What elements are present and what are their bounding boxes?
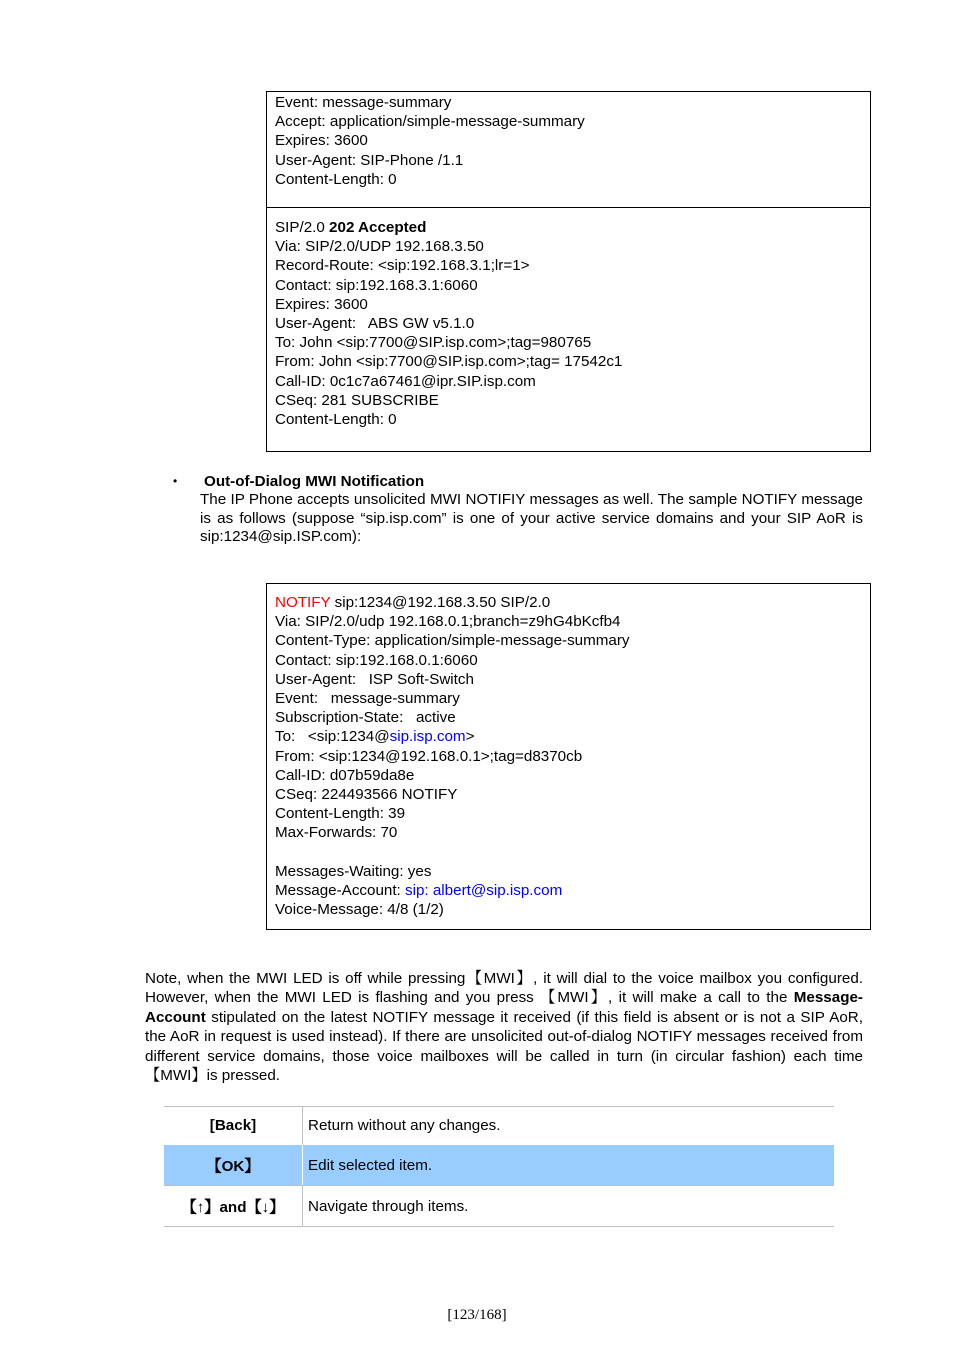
code-line: Content-Length: 39 <box>275 805 406 823</box>
code-line: CSeq: 224493566 NOTIFY <box>275 785 458 803</box>
description-cell: Navigate through items. <box>302 1186 834 1226</box>
note-bold-term: Message-Account <box>145 989 863 1026</box>
subscribe-request-tail-box <box>266 91 871 208</box>
table-row <box>164 1106 834 1144</box>
code-line: From: <sip:1234@192.168.0.1>;tag=d8370cb <box>275 747 583 765</box>
to-suffix: > <box>465 728 475 746</box>
code-line: To: John <sip:7700@SIP.isp.com>;tag=980765 <box>275 334 592 352</box>
section-paragraph: The IP Phone accepts unsolicited MWI NOTIFIY messages as well. The sample NOTIFY message is as follows (suppose “sip.isp.com” is one of your active service domains and your SIP AoR is sip:1234@sip.ISP.com): <box>200 491 863 545</box>
code-line: Call-ID: d07b59da8e <box>275 766 415 784</box>
code-line: Messages-Waiting: yes <box>275 862 432 880</box>
key-cell: 【OK】 <box>206 1157 260 1175</box>
request-line <box>275 593 870 612</box>
accepted-response-box <box>266 207 871 452</box>
note-text-1: Note, when the MWI LED is off while pressing【MWI】, it will dial to the voice mailbox you configured. However, when the MWI LED is flashing and you press 【MWI】, it will make a call to the <box>145 970 863 1007</box>
account-prefix: Message-Account: <box>275 881 405 899</box>
section-heading: Out-of-Dialog MWI Notification <box>204 473 425 490</box>
code-line: Accept: application/simple-message-summary <box>275 113 585 131</box>
code-line: Event: message-summary <box>275 94 452 111</box>
status-prefix: SIP/2.0 <box>275 219 330 236</box>
code-line: Subscription-State: active <box>275 709 456 727</box>
code-line: Call-ID: 0c1c7a67461@ipr.SIP.isp.com <box>275 372 536 390</box>
key-cell: [Back] <box>209 1117 257 1134</box>
description-cell: Edit selected item. <box>302 1145 834 1185</box>
account-line <box>275 881 870 900</box>
request-uri: sip:1234@192.168.3.50 SIP/2.0 <box>330 594 551 611</box>
key-cell: 【↑】and【↓】 <box>181 1198 285 1216</box>
code-line: Record-Route: <sip:192.168.3.1;lr=1> <box>275 257 530 275</box>
code-line: User-Agent: SIP-Phone /1.1 <box>275 151 464 169</box>
code-line: Content-Type: application/simple-message-summary <box>275 632 630 650</box>
note-paragraph <box>145 969 863 1085</box>
note-text-2: stipulated on the latest NOTIFY message it received (if this field is absent or is not a SIP AoR, the AoR in request is used instead). If there are unsolicited out-of-dialog NOTIFY messages received from different service domains, those voice mailboxes will be called in turn (in circular fashion) each time 【MWI】is pressed. <box>145 1008 863 1085</box>
to-line <box>275 727 870 746</box>
description-cell: Return without any changes. <box>302 1107 834 1144</box>
status-code: 202 Accepted <box>329 219 427 236</box>
key-function-table <box>164 1106 834 1227</box>
code-line: Via: SIP/2.0/udp 192.168.0.1;branch=z9hG4bKcfb4 <box>275 613 621 631</box>
code-line: Expires: 3600 <box>275 295 368 313</box>
code-line: User-Agent: ABS GW v5.1.0 <box>275 314 475 332</box>
notify-method: NOTIFY <box>275 594 331 611</box>
code-line: Expires: 3600 <box>275 132 368 150</box>
code-line: Max-Forwards: 70 <box>275 824 398 842</box>
code-line: Event: message-summary <box>275 689 460 707</box>
status-line <box>275 218 870 237</box>
notify-message-box <box>266 583 871 930</box>
code-line: CSeq: 281 SUBSCRIBE <box>275 391 439 409</box>
page-number: [123/168] <box>447 1307 507 1323</box>
code-line: Contact: sip:192.168.0.1:6060 <box>275 651 478 669</box>
code-line: Content-Length: 0 <box>275 170 397 188</box>
code-line: Via: SIP/2.0/UDP 192.168.3.50 <box>275 238 484 256</box>
table-row-highlighted <box>164 1144 834 1185</box>
to-domain-link[interactable]: sip.isp.com <box>389 728 466 746</box>
to-prefix: To: <sip:1234@ <box>275 728 390 746</box>
table-row <box>164 1185 834 1227</box>
code-line: Contact: sip:192.168.3.1:6060 <box>275 276 478 294</box>
account-link[interactable]: sip: albert@sip.isp.com <box>405 881 563 899</box>
bullet-icon: • <box>173 474 178 488</box>
code-line: From: John <sip:7700@SIP.isp.com>;tag= 17542c1 <box>275 353 623 371</box>
code-line: Voice-Message: 4/8 (1/2) <box>275 901 444 918</box>
blank-line <box>275 842 870 861</box>
code-line: Content-Length: 0 <box>275 410 397 428</box>
code-line: User-Agent: ISP Soft-Switch <box>275 670 474 688</box>
